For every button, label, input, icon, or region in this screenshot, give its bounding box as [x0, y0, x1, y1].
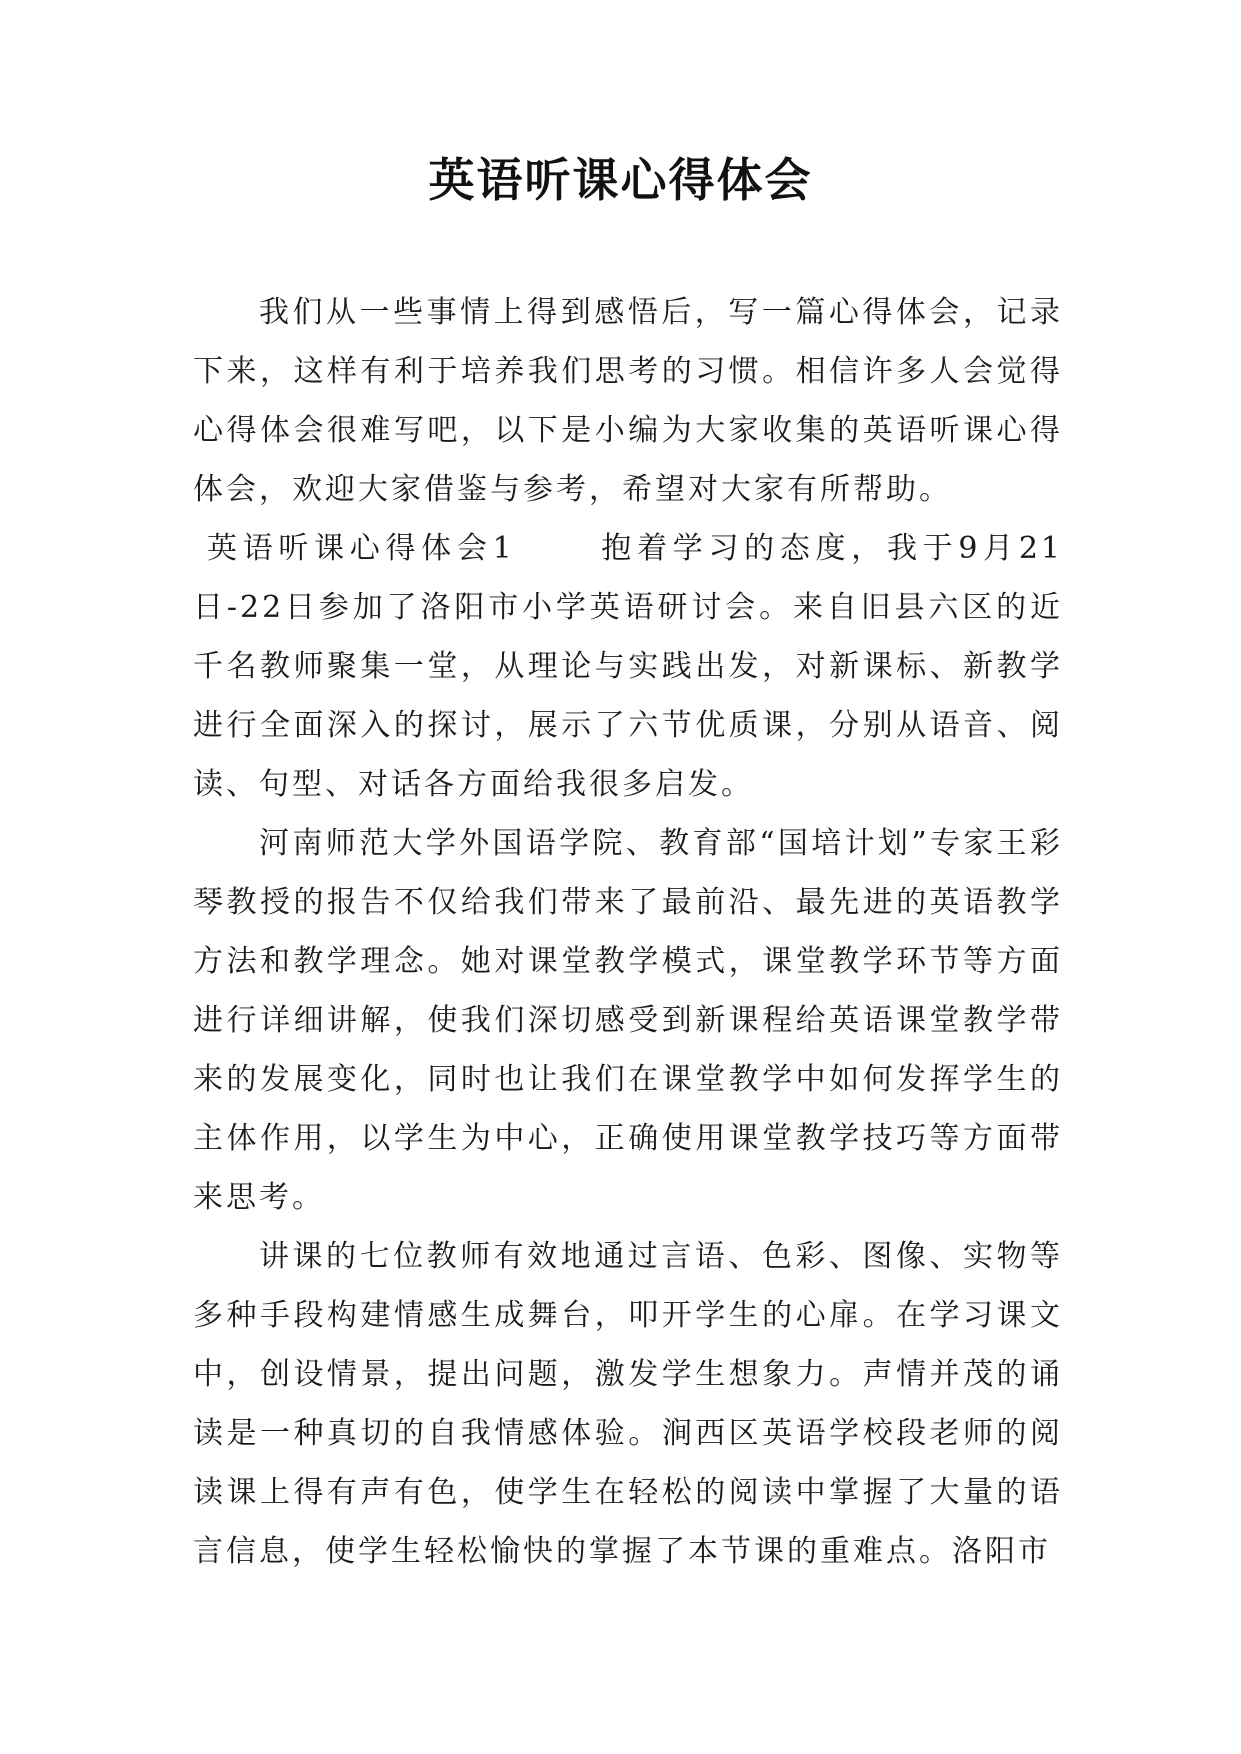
section-1-lead-text: 抱着学习的态度，我于9月21日-22日参加了洛阳市小学英语研讨会。来自旧县六区的近千名教师聚集一堂，从理论与实践出发，对新课标、新教学进行全面深入的探讨，展示了六节优质课，分别从语音、阅读、句型、对话各方面给我很多启发。 — [193, 531, 1063, 802]
paragraph-2: 河南师范大学外国语学院、教育部“国培计划”专家王彩琴教授的报告不仅给我们带来了最前沿、最先进的英语教学方法和教学理念。她对课堂教学模式，课堂教学环节等方面进行详细讲解，使我们深切感受到新课程给英语课堂教学带来的发展变化，同时也让我们在课堂教学中如何发挥学生的主体作用，以学生为中心，正确使用课堂教学技巧等方面带来思考。 — [193, 826, 1063, 1215]
section-1-heading: 英语听课心得体会1 — [207, 531, 515, 566]
intro-paragraph: 我们从一些事情上得到感悟后，写一篇心得体会，记录下来，这样有利于培养我们思考的习惯。相信许多人会觉得心得体会很难写吧，以下是小编为大家收集的英语听课心得体会，欢迎大家借鉴与参考，希望对大家有所帮助。 — [193, 295, 1063, 507]
document-body — [193, 283, 1063, 1581]
paragraph-3: 讲课的七位教师有效地通过言语、色彩、图像、实物等多种手段构建情感生成舞台，叩开学生的心扉。在学习课文中，创设情景，提出问题，激发学生想象力。声情并茂的诵读是一种真切的自我情感体验。涧西区英语学校段老师的阅读课上得有声有色，使学生在轻松的阅读中掌握了大量的语言信息，使学生轻松愉快的掌握了本节课的重难点。洛阳市 — [193, 1239, 1063, 1569]
document-title: 英语听课心得体会 — [428, 153, 813, 207]
section-1-paragraph — [193, 519, 1063, 814]
